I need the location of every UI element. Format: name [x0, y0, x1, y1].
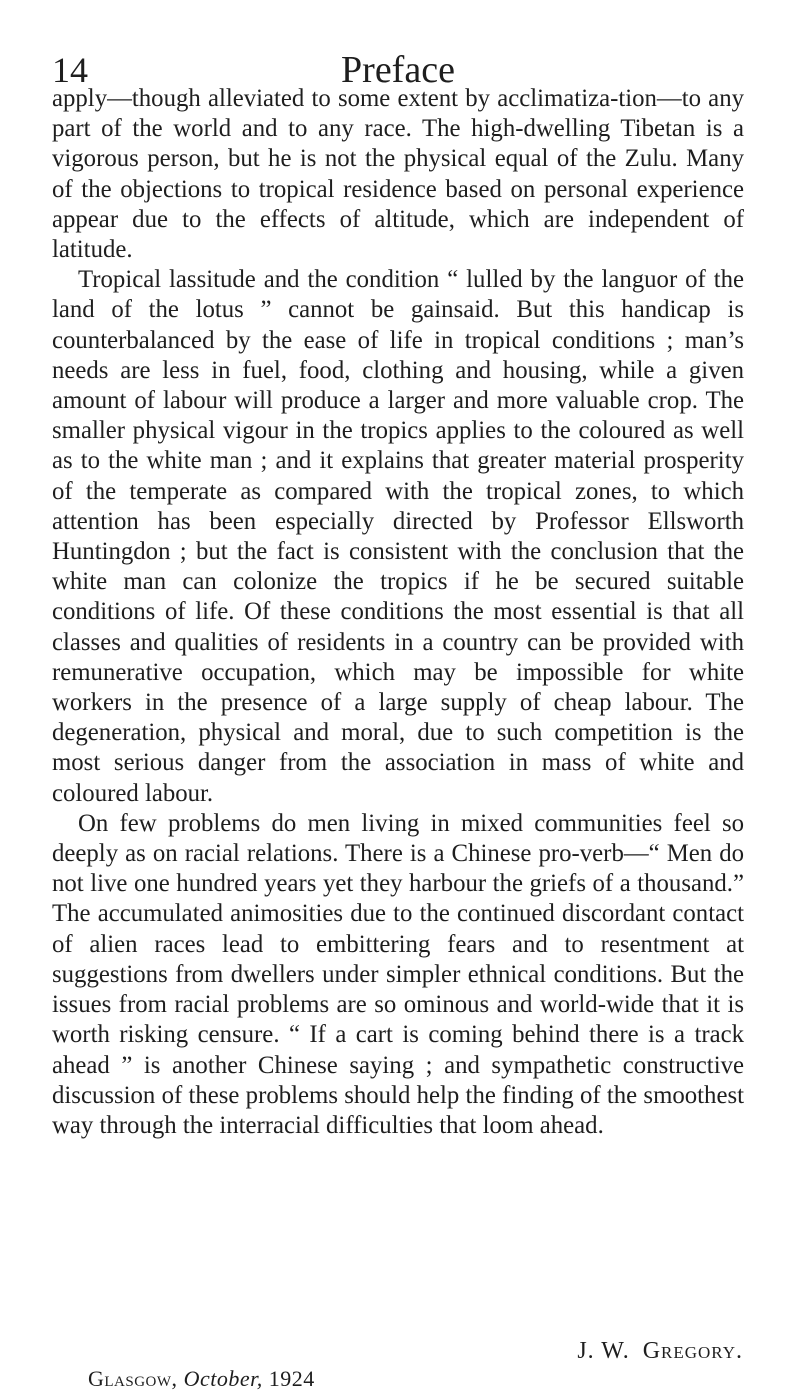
author-initials: J. W.	[577, 1338, 630, 1364]
place: Glasgow,	[88, 1366, 178, 1391]
author-surname: Gregory.	[642, 1338, 743, 1364]
month: October,	[183, 1366, 263, 1391]
page-number: 14	[52, 50, 88, 90]
year: 1924	[268, 1366, 315, 1391]
place-and-date	[88, 1366, 315, 1392]
paragraph-2: Tropical lassitude and the condition “ lulled by the languor of the land of the lotus ” cannot be gainsaid. But this handicap is counterbalanced by the ease of life in tropical conditions ; man’s needs are less in fuel, food, clothing and housing, while a given amount of labour will produce a larger and more valuable crop. The smaller physical vigour in the tropics applies to the coloured as well as to the white man ; and it explains that greater material prosperity of the temperate as compared with the tropical zones, to which attention has been especially directed by Professor Ellsworth Huntingdon ; but the fact is consistent with the conclusion that the white man can colonize the tropics if he be secured suitable conditions of life. Of these conditions the most essential is that all classes and qualities of residents in a country can be provided with remunerative occupation, which may be impossible for white workers in the presence of a large supply of cheap labour. The degeneration, physical and moral, due to such competition is the most serious danger from the association in mass of white and coloured labour.	[52, 266, 744, 807]
paragraph-1: apply—though alleviated to some extent by acclimatiza-tion—to any part of the world and to any race. The high-dwelling Tibetan is a vigorous person, but he is not the physical equal of the Zulu. Many of the objections to tropical residence based on personal experience appear due to the effects of altitude, which are independent of latitude.	[52, 85, 744, 264]
author-signature	[577, 1336, 743, 1366]
body-text	[52, 84, 744, 1141]
running-title: Preface	[341, 49, 455, 91]
paragraph-3: On few problems do men living in mixed communities feel so deeply as on racial relations. There is a Chinese pro-verb—“ Men do not live one hundred years yet they harbour the griefs of a thousand.” The accumulated animosities due to the continued discordant contact of alien races lead to embittering fears and to resentment at suggestions from dwellers under simpler ethnical conditions. But the issues from racial problems are so ominous and world-wide that it is worth risking censure. “ If a cart is coming behind there is a track ahead ” is another Chinese saying ; and sympathetic constructive discussion of these problems should help the finding of the smoothest way through the interracial difficulties that loom ahead.	[52, 809, 744, 1139]
